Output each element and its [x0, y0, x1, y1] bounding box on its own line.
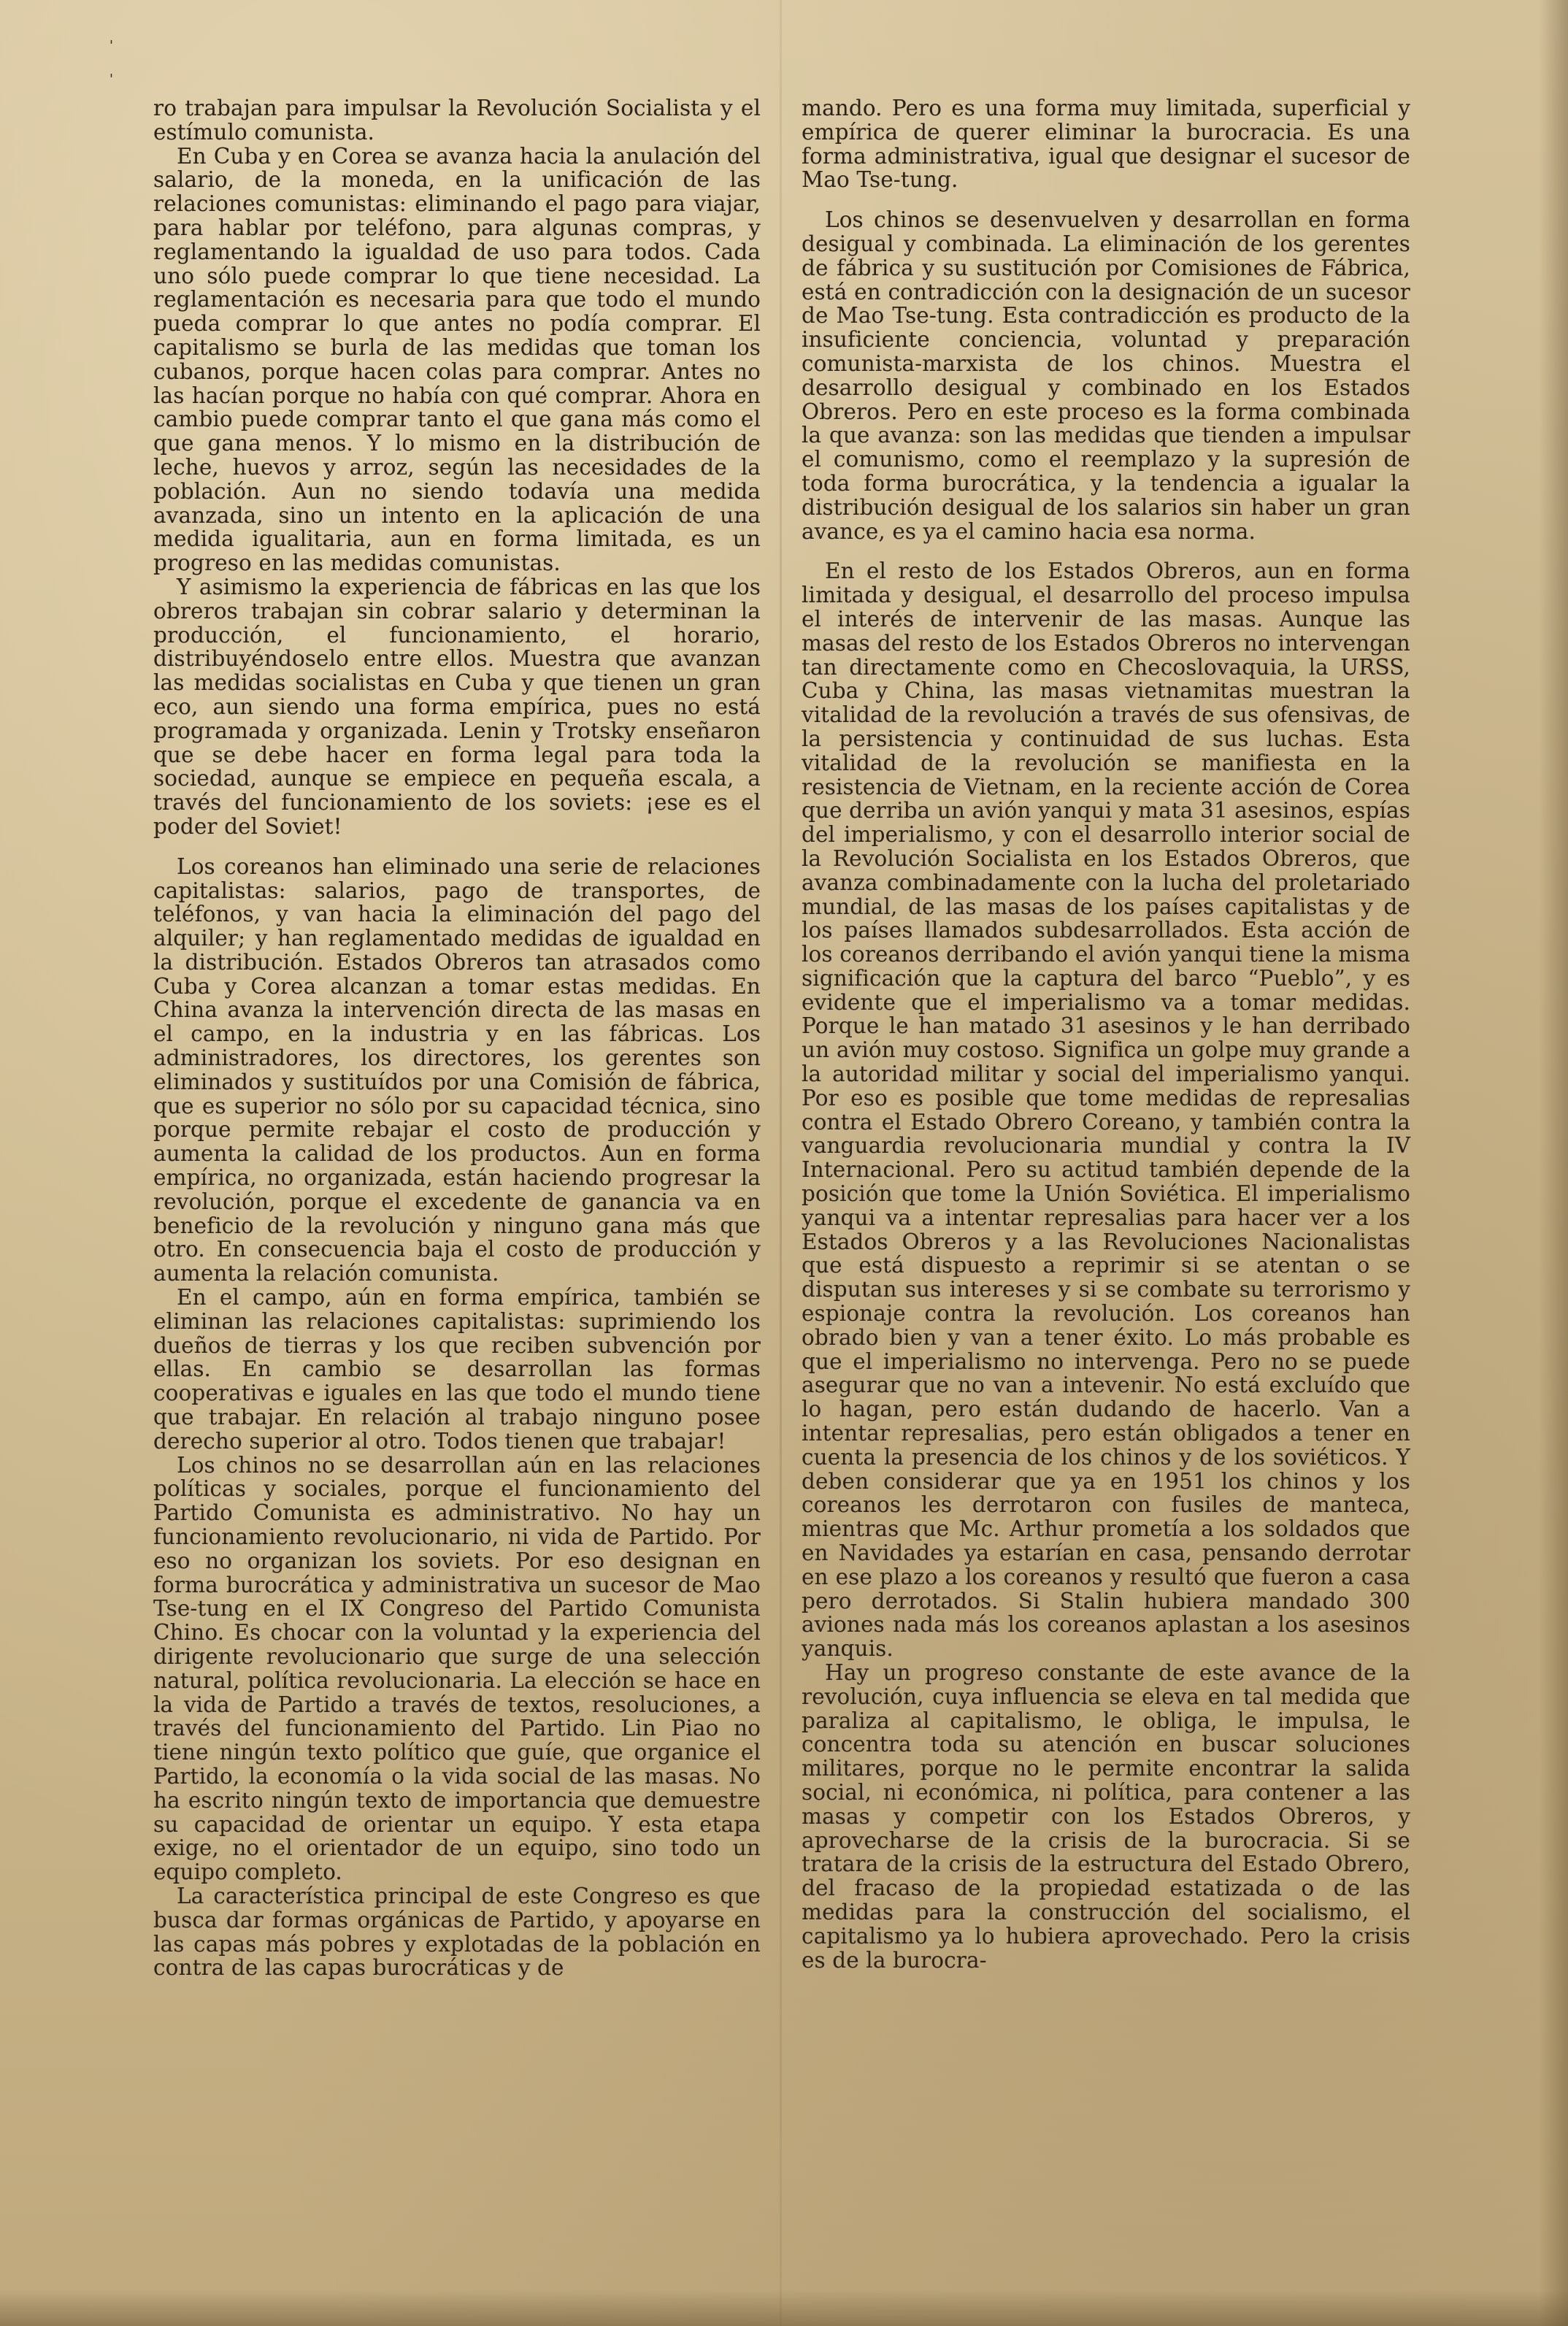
center-fold-crease: [780, 0, 782, 2326]
paragraph: mando. Pero es una forma muy limitada, superficial y empírica de querer eliminar la burocracia. Es una forma administrativa, igual que designar el sucesor de Mao Tse-tung.: [802, 96, 1410, 193]
paragraph: En Cuba y en Corea se avanza hacia la anulación del salario, de la moneda, en la unificación de las relaciones comunistas: eliminando el pago para viajar, para hablar por teléfono, para algunas compras, y reglamentando la igualdad de uso para todos. Cada uno sólo puede comprar lo que tiene necesidad. La reglamentación es necesaria para que todo el mundo pueda comprar lo que antes no podía comprar. El capitalismo se burla de las medidas que toman los cubanos, porque hacen colas para comprar. Antes no las hacían porque no había con qué comprar. Ahora en cambio puede comprar tanto el que gana más como el que gana menos. Y lo mismo en la distribución de leche, huevos y arroz, según las necesidades de la población. Aun no siendo todavía una medida avanzada, sino un intento en la aplicación de una medida igualitaria, aun en forma limitada, es un progreso en las medidas comunistas.: [153, 143, 761, 576]
margin-speck: ': [109, 72, 113, 87]
margin-speck: ': [109, 38, 113, 53]
paragraph: En el resto de los Estados Obreros, aun en forma limitada y desigual, el desarrollo del proceso impulsa el interés de intervenir de las masas. Aunque las masas del resto de los Estados Obreros no intervengan tan directamente como en Checoslovaquia, la URSS, Cuba y China, las masas vietnamitas muestran la vitalidad de la revolución a través de sus ofensivas, de la persistencia y continuidad de sus luchas. Esta vitalidad de la revolución se manifiesta en la resistencia de Vietnam, en la reciente acción de Corea que derriba un avión yanqui y mata 31 asesinos, espías del imperialismo, y con el desarrollo interior social de la Revolución Socialista en los Estados Obreros, que avanza combinadamente con la lucha del proletariado mundial, de las masas de los países capitalistas y de los países llamados subdesarrollados. Esta acción de los coreanos derribando el avión yanqui tiene la misma significación que la captura del barco “Pueblo”, y es evidente que el imperialismo va a tomar medidas. Porque le han matado 31 asesinos y le han derribado un avión muy costoso. Significa un golpe muy grande a la autoridad militar y social del imperialismo yanqui. Por eso es posible que tome medidas de represalias contra el Estado Obrero Coreano, y también contra la vanguardia revolucionaria mundial y contra la IV Internacional. Pero su actitud también depende de la posición que tome la Unión Soviética. El imperialismo yanqui va a intentar represalias para hacer ver a los Estados Obreros y a las Revoluciones Nacionalistas que está dispuesto a reprimir si se atentan o se disputan sus intereses y si se combate su terrorismo y espionaje contra la revolución. Los coreanos han obrado bien y van a tener éxito. Lo más probable es que el imperialismo no intervenga. Pero no se puede asegurar que no van a intevenir. No está excluído que lo hagan, pero están dudando de hacerlo. Van a intentar represalias, pero están obligados a tener en cuenta la presencia de los chinos y de los soviéticos. Y deben considerar que ya en 1951 los chinos y los coreanos les derrotaron con fusiles de manteca, mientras que Mc. Arthur prometía a los soldados que en Navidades ya estarían en casa, pensando derrotar en ese plazo a los coreanos y resultó que fueron a casa pero derrotados. Si Stalin hubiera mandado 300 aviones nada más los coreanos aplastan a los asesinos yanquis.: [802, 559, 1410, 1662]
paragraph: ro trabajan para impulsar la Revolución Socialista y el estímulo comunista.: [153, 96, 761, 145]
paragraph: Los coreanos han eliminado una serie de relaciones capitalistas: salarios, pago de transportes, de teléfonos, y van hacia la eliminación del pago del alquiler; y han reglamentado medidas de igualdad en la distribución. Estados Obreros tan atrasados como Cuba y Corea alcanzan a tomar estas medidas. En China avanza la intervención directa de las masas en el campo, en la industria y en las fábricas. Los administradores, los directores, los gerentes son eliminados y sustituídos por una Comisión de fábrica, que es superior no sólo por su capacidad técnica, sino porque permite rebajar el costo de producción y aumenta la calidad de los productos. Aun en forma empírica, no organizada, están haciendo progresar la revolución, porque el excedente de ganancia va en beneficio de la revolución y ninguno gana más que otro. En consecuencia baja el costo de producción y aumenta la relación comunista.: [153, 853, 761, 1286]
paragraph: Y asimismo la experiencia de fábricas en las que los obreros trabajan sin cobrar salario y determinan la producción, el funcionamiento, el horario, distribuyéndoselo entre ellos. Muestra que avanzan las medidas socialistas en Cuba y que tienen un gran eco, aun siendo una forma empírica, pues no está programada y organizada. Lenin y Trotsky enseñaron que se debe hacer en forma legal para toda la sociedad, aunque se empiece en pequeña escala, a través del funcionamiento de los soviets: ¡ese es el poder del Soviet!: [153, 574, 761, 839]
paragraph: En el campo, aún en forma empírica, también se eliminan las relaciones capitalistas: suprimiendo los dueños de tierras y los que reciben subvención por ellas. En cambio se desarrollan las formas cooperativas e iguales en las que todo el mundo tiene que trabajar. En relación al trabajo ninguno posee derecho superior al otro. Todos tienen que trabajar!: [153, 1285, 761, 1454]
bottom-edge-shadow: [0, 2289, 1568, 2326]
right-edge-shadow: [1539, 0, 1568, 2326]
paragraph: Hay un progreso constante de este avance de la revolución, cuya influencia se eleva en tal medida que paraliza al capitalismo, le obliga, le impulsa, le concentra toda su atención en buscar soluciones militares, porque no le permite encontrar la salida social, ni económica, ni política, para contener a las masas y competir con los Estados Obreros, y aprovecharse de la crisis de la burocracia. Si se tratara de la crisis de la estructura del Estado Obrero, del fracaso de la propiedad estatizada o de las medidas para la construcción del socialismo, el capitalismo ya lo hubiera aprovechado. Pero la crisis es de la burocra-: [802, 1660, 1410, 1973]
left-column: [153, 96, 761, 1980]
paragraph: Los chinos se desenvuelven y desarrollan en forma desigual y combinada. La eliminación de los gerentes de fábrica y su sustitución por Comisiones de Fábrica, está en contradicción con la designación de un sucesor de Mao Tse-tung. Esta contradicción es producto de la insuficiente conciencia, voluntad y preparación comunista-marxista de los chinos. Muestra el desarrollo desigual y combinado en los Estados Obreros. Pero en este proceso es la forma combinada la que avanza: son las medidas que tienden a impulsar el comunismo, como el reemplazo y la supresión de toda forma burocrática, y la tendencia a igualar la distribución desigual de los salarios sin haber un gran avance, es ya el camino hacia esa norma.: [802, 207, 1410, 544]
paragraph: La característica principal de este Congreso es que busca dar formas orgánicas de Partido, y apoyarse en las capas más pobres y explotadas de la población en contra de las capas burocráticas y de: [153, 1883, 761, 1981]
right-column: [802, 96, 1410, 1972]
paragraph: Los chinos no se desarrollan aún en las relaciones políticas y sociales, porque el funcionamiento del Partido Comunista es administrativo. No hay un funcionamiento revolucionario, ni vida de Partido. Por eso no organizan los soviets. Por eso designan en forma burocrática y administrativa un sucesor de Mao Tse-tung en el IX Congreso del Partido Comunista Chino. Es chocar con la voluntad y la experiencia del dirigente revolucionario que surge de una selección natural, política revolucionaria. La elección se hace en la vida de Partido a través de textos, resoluciones, a través del funcionamiento del Partido. Lin Piao no tiene ningún texto político que guíe, que organice el Partido, la economía o la vida social de las masas. No ha escrito ningún texto de importancia que demuestre su capacidad de orientar un equipo. Y esta etapa exige, no el orientador de un equipo, sino todo un equipo completo.: [153, 1452, 761, 1885]
